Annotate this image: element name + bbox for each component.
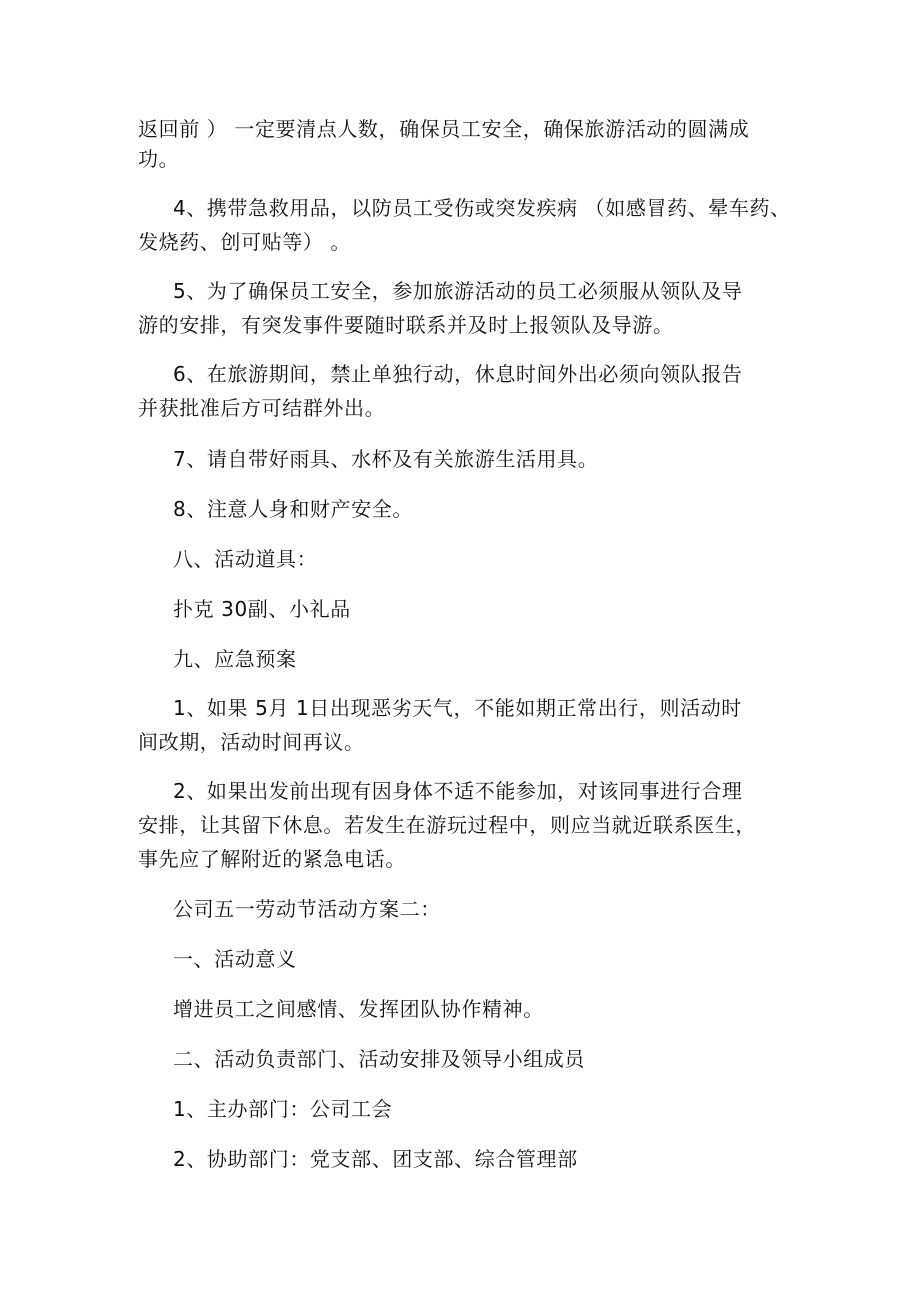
text-line: 1、如果 5月 1日出现恶劣天气，不能如期正常出行，则活动时: [173, 696, 742, 720]
text-line: 2、如果出发前出现有因身体不适不能参加，对该同事进行合理: [173, 779, 743, 803]
text-line: 1、主办部门：公司工会: [173, 1097, 393, 1121]
text-line: 返回前 ） 一定要清点人数，确保员工安全，确保旅游活动的圆满成: [138, 117, 750, 141]
text-line: 4、携带急救用品，以防员工受伤或突发疾病 （如感冒药、晕车药、: [173, 196, 791, 220]
text-line: 2、协助部门：党支部、团支部、综合管理部: [173, 1147, 578, 1171]
section-heading: 九、应急预案: [173, 647, 297, 671]
text-line: 并获批准后方可结群外出。: [138, 396, 386, 420]
section-heading: 八、活动道具：: [173, 547, 318, 571]
text-line: 增进员工之间感情、发挥团队协作精神。: [173, 997, 544, 1021]
text-line: 事先应了解附近的紧急电话。: [138, 847, 406, 871]
text-line: 8、注意人身和财产安全。: [173, 497, 413, 521]
text-line: 功。: [138, 147, 180, 171]
text-line: 扑克 30副、小礼品: [173, 597, 351, 621]
text-line: 6、在旅游期间，禁止单独行动，休息时间外出必须向领队报告: [173, 362, 743, 386]
section-heading: 二、活动负责部门、活动安排及领导小组成员: [173, 1047, 585, 1071]
section-title: 公司五一劳动节活动方案二：: [173, 897, 441, 921]
text-line: 游的安排，有突发事件要随时联系并及时上报领队及导游。: [138, 313, 674, 337]
section-heading: 一、活动意义: [173, 947, 297, 971]
text-line: 间改期，活动时间再议。: [138, 730, 365, 754]
text-line: 发烧药、创可贴等） 。: [138, 230, 351, 254]
text-line: 安排，让其留下休息。若发生在游玩过程中，则应当就近联系医生，: [138, 813, 756, 837]
text-line: 7、请自带好雨具、水杯及有关旅游生活用具。: [173, 447, 599, 471]
text-line: 5、为了确保员工安全，参加旅游活动的员工必须服从领队及导: [173, 279, 743, 303]
